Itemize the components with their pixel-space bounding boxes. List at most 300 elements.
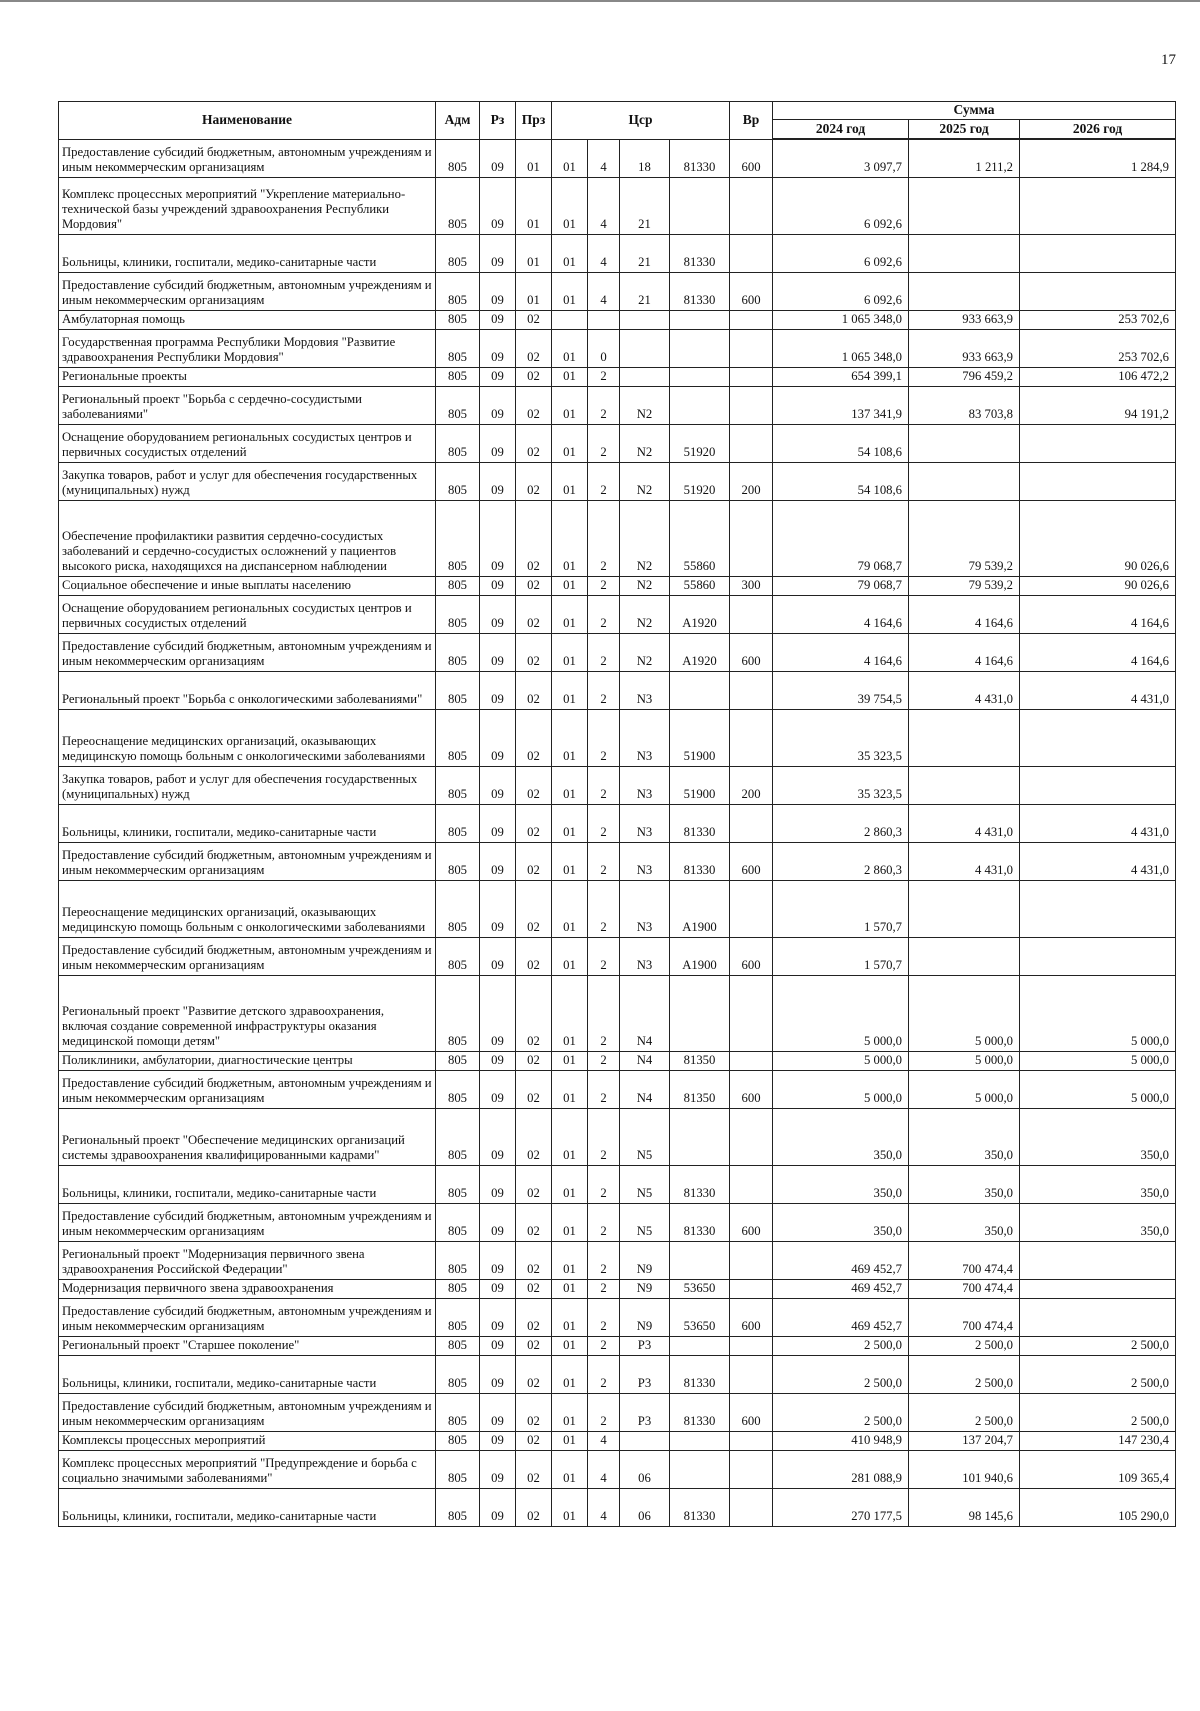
row-name: Региональный проект "Старшее поколение" bbox=[59, 1336, 436, 1355]
row-sum-2024: 2 860,3 bbox=[773, 842, 909, 880]
row-csr-program: 01 bbox=[552, 177, 588, 234]
row-sum-2026 bbox=[1020, 177, 1176, 234]
row-csr-type bbox=[588, 310, 620, 329]
row-csr-project: N5 bbox=[620, 1165, 670, 1203]
row-csr-direction: 55860 bbox=[670, 500, 730, 576]
row-csr-type: 2 bbox=[588, 1070, 620, 1108]
row-csr-direction: 81350 bbox=[670, 1070, 730, 1108]
row-adm: 805 bbox=[436, 671, 480, 709]
row-vr: 600 bbox=[730, 272, 773, 310]
row-name: Предоставление субсидий бюджетным, автономным учреждениям и иным некоммерческим организациям bbox=[59, 139, 436, 177]
row-sum-2026: 105 290,0 bbox=[1020, 1488, 1176, 1526]
row-csr-direction: 81330 bbox=[670, 1203, 730, 1241]
row-name: Переоснащение медицинских организаций, оказывающих медицинскую помощь больным с онкологическими заболеваниями bbox=[59, 880, 436, 937]
row-csr-project bbox=[620, 329, 670, 367]
row-sum-2024: 4 164,6 bbox=[773, 633, 909, 671]
row-name: Закупка товаров, работ и услуг для обеспечения государственных (муниципальных) нужд bbox=[59, 462, 436, 500]
row-prz: 02 bbox=[516, 386, 552, 424]
table-row bbox=[59, 386, 1176, 424]
row-csr-program: 01 bbox=[552, 766, 588, 804]
row-prz: 02 bbox=[516, 1336, 552, 1355]
row-prz: 02 bbox=[516, 1355, 552, 1393]
row-csr-type: 4 bbox=[588, 1450, 620, 1488]
row-csr-type: 2 bbox=[588, 424, 620, 462]
table-row bbox=[59, 1165, 1176, 1203]
row-csr-program: 01 bbox=[552, 1488, 588, 1526]
table-body bbox=[59, 139, 1176, 1526]
row-csr-type: 2 bbox=[588, 1298, 620, 1336]
row-name: Закупка товаров, работ и услуг для обеспечения государственных (муниципальных) нужд bbox=[59, 766, 436, 804]
table-row bbox=[59, 1279, 1176, 1298]
row-csr-type: 2 bbox=[588, 937, 620, 975]
row-sum-2024: 654 399,1 bbox=[773, 367, 909, 386]
row-sum-2025: 137 204,7 bbox=[909, 1431, 1020, 1450]
row-sum-2024: 5 000,0 bbox=[773, 1051, 909, 1070]
row-csr-program: 01 bbox=[552, 633, 588, 671]
row-csr-project: N3 bbox=[620, 709, 670, 766]
row-csr-direction bbox=[670, 329, 730, 367]
row-adm: 805 bbox=[436, 1355, 480, 1393]
row-sum-2024: 2 500,0 bbox=[773, 1336, 909, 1355]
row-csr-project bbox=[620, 310, 670, 329]
row-rz: 09 bbox=[480, 310, 516, 329]
row-sum-2024: 35 323,5 bbox=[773, 709, 909, 766]
row-adm: 805 bbox=[436, 1241, 480, 1279]
row-sum-2024: 4 164,6 bbox=[773, 595, 909, 633]
row-sum-2026: 253 702,6 bbox=[1020, 329, 1176, 367]
row-csr-program: 01 bbox=[552, 500, 588, 576]
row-vr: 200 bbox=[730, 766, 773, 804]
row-adm: 805 bbox=[436, 329, 480, 367]
row-rz: 09 bbox=[480, 386, 516, 424]
row-vr: 200 bbox=[730, 462, 773, 500]
row-csr-type: 2 bbox=[588, 880, 620, 937]
row-csr-direction bbox=[670, 177, 730, 234]
row-name: Комплекс процессных мероприятий "Укрепление материально-технической базы учреждений здравоохранения Республики Мордовия" bbox=[59, 177, 436, 234]
row-csr-program: 01 bbox=[552, 1203, 588, 1241]
row-vr bbox=[730, 804, 773, 842]
row-csr-direction bbox=[670, 1450, 730, 1488]
row-csr-type: 4 bbox=[588, 234, 620, 272]
row-adm: 805 bbox=[436, 1298, 480, 1336]
row-rz: 09 bbox=[480, 1070, 516, 1108]
row-name: Предоставление субсидий бюджетным, автономным учреждениям и иным некоммерческим организациям bbox=[59, 1203, 436, 1241]
row-adm: 805 bbox=[436, 234, 480, 272]
row-rz: 09 bbox=[480, 139, 516, 177]
row-rz: 09 bbox=[480, 804, 516, 842]
row-csr-project: N2 bbox=[620, 386, 670, 424]
row-csr-project: N2 bbox=[620, 500, 670, 576]
row-name: Региональный проект "Развитие детского здравоохранения, включая создание современной инфраструктуры оказания медицинской помощи детям" bbox=[59, 975, 436, 1051]
row-vr: 600 bbox=[730, 1393, 773, 1431]
row-csr-direction bbox=[670, 1431, 730, 1450]
row-sum-2025: 2 500,0 bbox=[909, 1336, 1020, 1355]
row-csr-direction: 81330 bbox=[670, 804, 730, 842]
row-sum-2026: 109 365,4 bbox=[1020, 1450, 1176, 1488]
col-rz-header: Рз bbox=[480, 102, 516, 140]
row-csr-type: 2 bbox=[588, 500, 620, 576]
row-sum-2025: 1 211,2 bbox=[909, 139, 1020, 177]
row-csr-type: 2 bbox=[588, 1165, 620, 1203]
row-sum-2026: 1 284,9 bbox=[1020, 139, 1176, 177]
row-prz: 01 bbox=[516, 139, 552, 177]
row-name: Больницы, клиники, госпитали, медико-санитарные части bbox=[59, 804, 436, 842]
row-rz: 09 bbox=[480, 1241, 516, 1279]
row-csr-type: 2 bbox=[588, 1241, 620, 1279]
row-sum-2025: 933 663,9 bbox=[909, 310, 1020, 329]
row-name: Региональный проект "Обеспечение медицинских организаций системы здравоохранения квалифицированными кадрами" bbox=[59, 1108, 436, 1165]
row-vr bbox=[730, 329, 773, 367]
row-csr-direction bbox=[670, 310, 730, 329]
row-name: Региональный проект "Модернизация первичного звена здравоохранения Российской Федерации" bbox=[59, 1241, 436, 1279]
row-vr bbox=[730, 177, 773, 234]
row-sum-2025: 700 474,4 bbox=[909, 1279, 1020, 1298]
row-rz: 09 bbox=[480, 766, 516, 804]
row-vr bbox=[730, 500, 773, 576]
row-sum-2026 bbox=[1020, 709, 1176, 766]
row-adm: 805 bbox=[436, 595, 480, 633]
row-prz: 02 bbox=[516, 462, 552, 500]
row-sum-2026: 350,0 bbox=[1020, 1165, 1176, 1203]
row-sum-2024: 2 500,0 bbox=[773, 1355, 909, 1393]
row-adm: 805 bbox=[436, 576, 480, 595]
row-prz: 01 bbox=[516, 234, 552, 272]
row-csr-project: N5 bbox=[620, 1108, 670, 1165]
row-prz: 02 bbox=[516, 709, 552, 766]
row-prz: 02 bbox=[516, 975, 552, 1051]
table-row bbox=[59, 1431, 1176, 1450]
row-sum-2025: 83 703,8 bbox=[909, 386, 1020, 424]
row-csr-direction: A1920 bbox=[670, 633, 730, 671]
row-rz: 09 bbox=[480, 709, 516, 766]
row-sum-2025: 5 000,0 bbox=[909, 975, 1020, 1051]
row-rz: 09 bbox=[480, 633, 516, 671]
row-rz: 09 bbox=[480, 975, 516, 1051]
row-csr-program: 01 bbox=[552, 1336, 588, 1355]
row-sum-2026: 253 702,6 bbox=[1020, 310, 1176, 329]
row-rz: 09 bbox=[480, 367, 516, 386]
row-csr-direction: 55860 bbox=[670, 576, 730, 595]
row-sum-2024: 469 452,7 bbox=[773, 1241, 909, 1279]
row-adm: 805 bbox=[436, 177, 480, 234]
row-sum-2026: 5 000,0 bbox=[1020, 1070, 1176, 1108]
row-adm: 805 bbox=[436, 975, 480, 1051]
row-csr-direction: 51920 bbox=[670, 424, 730, 462]
row-csr-type: 2 bbox=[588, 386, 620, 424]
table-row bbox=[59, 975, 1176, 1051]
row-csr-project: N3 bbox=[620, 842, 670, 880]
row-name: Обеспечение профилактики развития сердечно-сосудистых заболеваний и сердечно-сосудистых осложнений у пациентов высокого риска, находящихся на диспансерном наблюдении bbox=[59, 500, 436, 576]
row-rz: 09 bbox=[480, 1108, 516, 1165]
row-sum-2025: 796 459,2 bbox=[909, 367, 1020, 386]
row-csr-type: 2 bbox=[588, 462, 620, 500]
row-csr-program: 01 bbox=[552, 1070, 588, 1108]
row-sum-2024: 1 570,7 bbox=[773, 937, 909, 975]
row-sum-2024: 39 754,5 bbox=[773, 671, 909, 709]
row-prz: 02 bbox=[516, 1070, 552, 1108]
row-csr-direction: 81330 bbox=[670, 139, 730, 177]
row-csr-project: N5 bbox=[620, 1203, 670, 1241]
row-sum-2025 bbox=[909, 937, 1020, 975]
table-row bbox=[59, 842, 1176, 880]
row-csr-type: 4 bbox=[588, 272, 620, 310]
row-sum-2026: 5 000,0 bbox=[1020, 1051, 1176, 1070]
row-sum-2026 bbox=[1020, 424, 1176, 462]
row-sum-2024: 410 948,9 bbox=[773, 1431, 909, 1450]
row-adm: 805 bbox=[436, 424, 480, 462]
row-rz: 09 bbox=[480, 272, 516, 310]
row-csr-direction bbox=[670, 386, 730, 424]
row-adm: 805 bbox=[436, 1488, 480, 1526]
table-row bbox=[59, 1355, 1176, 1393]
row-sum-2026: 4 431,0 bbox=[1020, 842, 1176, 880]
row-adm: 805 bbox=[436, 709, 480, 766]
table-row bbox=[59, 367, 1176, 386]
row-prz: 02 bbox=[516, 595, 552, 633]
table-row bbox=[59, 1108, 1176, 1165]
row-sum-2024: 5 000,0 bbox=[773, 975, 909, 1051]
row-sum-2026: 5 000,0 bbox=[1020, 975, 1176, 1051]
row-sum-2025 bbox=[909, 462, 1020, 500]
row-csr-direction: 81330 bbox=[670, 842, 730, 880]
row-sum-2024: 350,0 bbox=[773, 1108, 909, 1165]
row-csr-direction: 53650 bbox=[670, 1298, 730, 1336]
row-name: Переоснащение медицинских организаций, оказывающих медицинскую помощь больным с онкологическими заболеваниями bbox=[59, 709, 436, 766]
row-sum-2025: 98 145,6 bbox=[909, 1488, 1020, 1526]
col-2024-header: 2024 год bbox=[773, 120, 909, 140]
row-sum-2024: 350,0 bbox=[773, 1203, 909, 1241]
row-sum-2026 bbox=[1020, 766, 1176, 804]
table-row bbox=[59, 1336, 1176, 1355]
row-csr-program: 01 bbox=[552, 937, 588, 975]
row-sum-2024: 270 177,5 bbox=[773, 1488, 909, 1526]
row-vr: 600 bbox=[730, 633, 773, 671]
row-prz: 02 bbox=[516, 1203, 552, 1241]
row-name: Региональный проект "Борьба с онкологическими заболеваниями" bbox=[59, 671, 436, 709]
col-csr-header: Цср bbox=[552, 102, 730, 140]
row-vr bbox=[730, 234, 773, 272]
row-prz: 02 bbox=[516, 1393, 552, 1431]
row-prz: 01 bbox=[516, 272, 552, 310]
row-vr: 600 bbox=[730, 842, 773, 880]
row-adm: 805 bbox=[436, 1450, 480, 1488]
row-vr bbox=[730, 310, 773, 329]
row-name: Комплексы процессных мероприятий bbox=[59, 1431, 436, 1450]
row-rz: 09 bbox=[480, 1431, 516, 1450]
header-row-1 bbox=[59, 102, 1176, 120]
row-adm: 805 bbox=[436, 1108, 480, 1165]
row-sum-2025 bbox=[909, 234, 1020, 272]
row-csr-project: N3 bbox=[620, 937, 670, 975]
row-csr-direction bbox=[670, 1336, 730, 1355]
row-sum-2025: 2 500,0 bbox=[909, 1393, 1020, 1431]
row-csr-direction: A1900 bbox=[670, 937, 730, 975]
row-sum-2026: 90 026,6 bbox=[1020, 500, 1176, 576]
table-row bbox=[59, 1450, 1176, 1488]
row-vr: 300 bbox=[730, 576, 773, 595]
row-csr-type: 2 bbox=[588, 975, 620, 1051]
row-sum-2024: 137 341,9 bbox=[773, 386, 909, 424]
row-csr-type: 4 bbox=[588, 177, 620, 234]
row-name: Предоставление субсидий бюджетным, автономным учреждениям и иным некоммерческим организациям bbox=[59, 842, 436, 880]
row-csr-program bbox=[552, 310, 588, 329]
row-sum-2024: 5 000,0 bbox=[773, 1070, 909, 1108]
row-rz: 09 bbox=[480, 462, 516, 500]
row-sum-2025: 5 000,0 bbox=[909, 1070, 1020, 1108]
row-vr bbox=[730, 1431, 773, 1450]
row-csr-program: 01 bbox=[552, 595, 588, 633]
row-csr-program: 01 bbox=[552, 1165, 588, 1203]
row-vr bbox=[730, 975, 773, 1051]
budget-table bbox=[58, 101, 1176, 1527]
table-row bbox=[59, 709, 1176, 766]
row-rz: 09 bbox=[480, 424, 516, 462]
row-sum-2026 bbox=[1020, 462, 1176, 500]
row-prz: 02 bbox=[516, 1279, 552, 1298]
table-row bbox=[59, 804, 1176, 842]
row-sum-2026: 2 500,0 bbox=[1020, 1393, 1176, 1431]
row-prz: 02 bbox=[516, 671, 552, 709]
row-sum-2024: 54 108,6 bbox=[773, 424, 909, 462]
table-row bbox=[59, 1393, 1176, 1431]
col-name-header: Наименование bbox=[59, 102, 436, 140]
row-rz: 09 bbox=[480, 329, 516, 367]
row-adm: 805 bbox=[436, 500, 480, 576]
row-name: Предоставление субсидий бюджетным, автономным учреждениям и иным некоммерческим организациям bbox=[59, 937, 436, 975]
row-csr-project bbox=[620, 1431, 670, 1450]
row-name: Поликлиники, амбулатории, диагностические центры bbox=[59, 1051, 436, 1070]
row-csr-program: 01 bbox=[552, 1393, 588, 1431]
row-adm: 805 bbox=[436, 937, 480, 975]
row-sum-2025: 79 539,2 bbox=[909, 500, 1020, 576]
row-csr-program: 01 bbox=[552, 1279, 588, 1298]
row-csr-program: 01 bbox=[552, 139, 588, 177]
row-csr-project: N3 bbox=[620, 671, 670, 709]
row-sum-2024: 35 323,5 bbox=[773, 766, 909, 804]
row-name: Больницы, клиники, госпитали, медико-санитарные части bbox=[59, 234, 436, 272]
row-prz: 02 bbox=[516, 1431, 552, 1450]
row-csr-program: 01 bbox=[552, 709, 588, 766]
row-csr-project: P3 bbox=[620, 1393, 670, 1431]
table-row bbox=[59, 1203, 1176, 1241]
row-csr-type: 2 bbox=[588, 804, 620, 842]
row-prz: 02 bbox=[516, 633, 552, 671]
col-2025-header: 2025 год bbox=[909, 120, 1020, 140]
table-row bbox=[59, 880, 1176, 937]
row-name: Больницы, клиники, госпитали, медико-санитарные части bbox=[59, 1488, 436, 1526]
row-csr-project: N4 bbox=[620, 1070, 670, 1108]
row-csr-project: N9 bbox=[620, 1241, 670, 1279]
table-row bbox=[59, 139, 1176, 177]
row-name: Региональные проекты bbox=[59, 367, 436, 386]
row-csr-direction: 51900 bbox=[670, 709, 730, 766]
row-csr-project: N2 bbox=[620, 595, 670, 633]
row-csr-direction bbox=[670, 975, 730, 1051]
table-row bbox=[59, 500, 1176, 576]
row-csr-project: 06 bbox=[620, 1488, 670, 1526]
row-adm: 805 bbox=[436, 462, 480, 500]
row-prz: 01 bbox=[516, 177, 552, 234]
row-rz: 09 bbox=[480, 1051, 516, 1070]
row-csr-type: 4 bbox=[588, 1431, 620, 1450]
row-name: Предоставление субсидий бюджетным, автономным учреждениям и иным некоммерческим организациям bbox=[59, 1070, 436, 1108]
row-prz: 02 bbox=[516, 937, 552, 975]
row-adm: 805 bbox=[436, 367, 480, 386]
row-name: Региональный проект "Борьба с сердечно-сосудистыми заболеваниями" bbox=[59, 386, 436, 424]
row-csr-type: 2 bbox=[588, 633, 620, 671]
row-sum-2026 bbox=[1020, 1241, 1176, 1279]
row-adm: 805 bbox=[436, 1165, 480, 1203]
row-vr bbox=[730, 671, 773, 709]
row-sum-2024: 2 860,3 bbox=[773, 804, 909, 842]
row-sum-2025: 4 431,0 bbox=[909, 804, 1020, 842]
row-sum-2026 bbox=[1020, 1279, 1176, 1298]
row-csr-program: 01 bbox=[552, 842, 588, 880]
row-rz: 09 bbox=[480, 842, 516, 880]
row-csr-direction: 51920 bbox=[670, 462, 730, 500]
row-vr bbox=[730, 595, 773, 633]
row-csr-direction: 81330 bbox=[670, 234, 730, 272]
row-sum-2024: 469 452,7 bbox=[773, 1279, 909, 1298]
row-csr-program: 01 bbox=[552, 234, 588, 272]
row-rz: 09 bbox=[480, 937, 516, 975]
row-csr-type: 4 bbox=[588, 1488, 620, 1526]
table-row bbox=[59, 1241, 1176, 1279]
row-name: Модернизация первичного звена здравоохранения bbox=[59, 1279, 436, 1298]
row-rz: 09 bbox=[480, 1279, 516, 1298]
row-adm: 805 bbox=[436, 1279, 480, 1298]
row-sum-2025: 350,0 bbox=[909, 1108, 1020, 1165]
row-sum-2024: 1 065 348,0 bbox=[773, 329, 909, 367]
row-vr bbox=[730, 1279, 773, 1298]
row-prz: 02 bbox=[516, 842, 552, 880]
row-name: Социальное обеспечение и иные выплаты населению bbox=[59, 576, 436, 595]
row-sum-2024: 1 570,7 bbox=[773, 880, 909, 937]
row-csr-program: 01 bbox=[552, 462, 588, 500]
row-sum-2026: 2 500,0 bbox=[1020, 1336, 1176, 1355]
row-csr-program: 01 bbox=[552, 272, 588, 310]
row-rz: 09 bbox=[480, 1488, 516, 1526]
row-adm: 805 bbox=[436, 139, 480, 177]
row-prz: 02 bbox=[516, 880, 552, 937]
row-vr bbox=[730, 1051, 773, 1070]
row-csr-direction: A1900 bbox=[670, 880, 730, 937]
row-sum-2026: 147 230,4 bbox=[1020, 1431, 1176, 1450]
row-adm: 805 bbox=[436, 272, 480, 310]
row-prz: 02 bbox=[516, 1298, 552, 1336]
table-row bbox=[59, 671, 1176, 709]
row-csr-program: 01 bbox=[552, 1431, 588, 1450]
row-prz: 02 bbox=[516, 766, 552, 804]
row-sum-2026: 4 164,6 bbox=[1020, 633, 1176, 671]
row-adm: 805 bbox=[436, 1203, 480, 1241]
row-csr-direction: 81330 bbox=[670, 1488, 730, 1526]
row-csr-program: 01 bbox=[552, 804, 588, 842]
row-vr: 600 bbox=[730, 1298, 773, 1336]
row-sum-2024: 6 092,6 bbox=[773, 272, 909, 310]
row-prz: 02 bbox=[516, 329, 552, 367]
table-row bbox=[59, 1488, 1176, 1526]
row-prz: 02 bbox=[516, 1241, 552, 1279]
row-csr-type: 2 bbox=[588, 1355, 620, 1393]
row-vr bbox=[730, 1336, 773, 1355]
row-rz: 09 bbox=[480, 1203, 516, 1241]
row-sum-2026: 94 191,2 bbox=[1020, 386, 1176, 424]
row-vr bbox=[730, 1450, 773, 1488]
row-csr-project: N2 bbox=[620, 633, 670, 671]
row-csr-program: 01 bbox=[552, 1108, 588, 1165]
row-sum-2025: 101 940,6 bbox=[909, 1450, 1020, 1488]
